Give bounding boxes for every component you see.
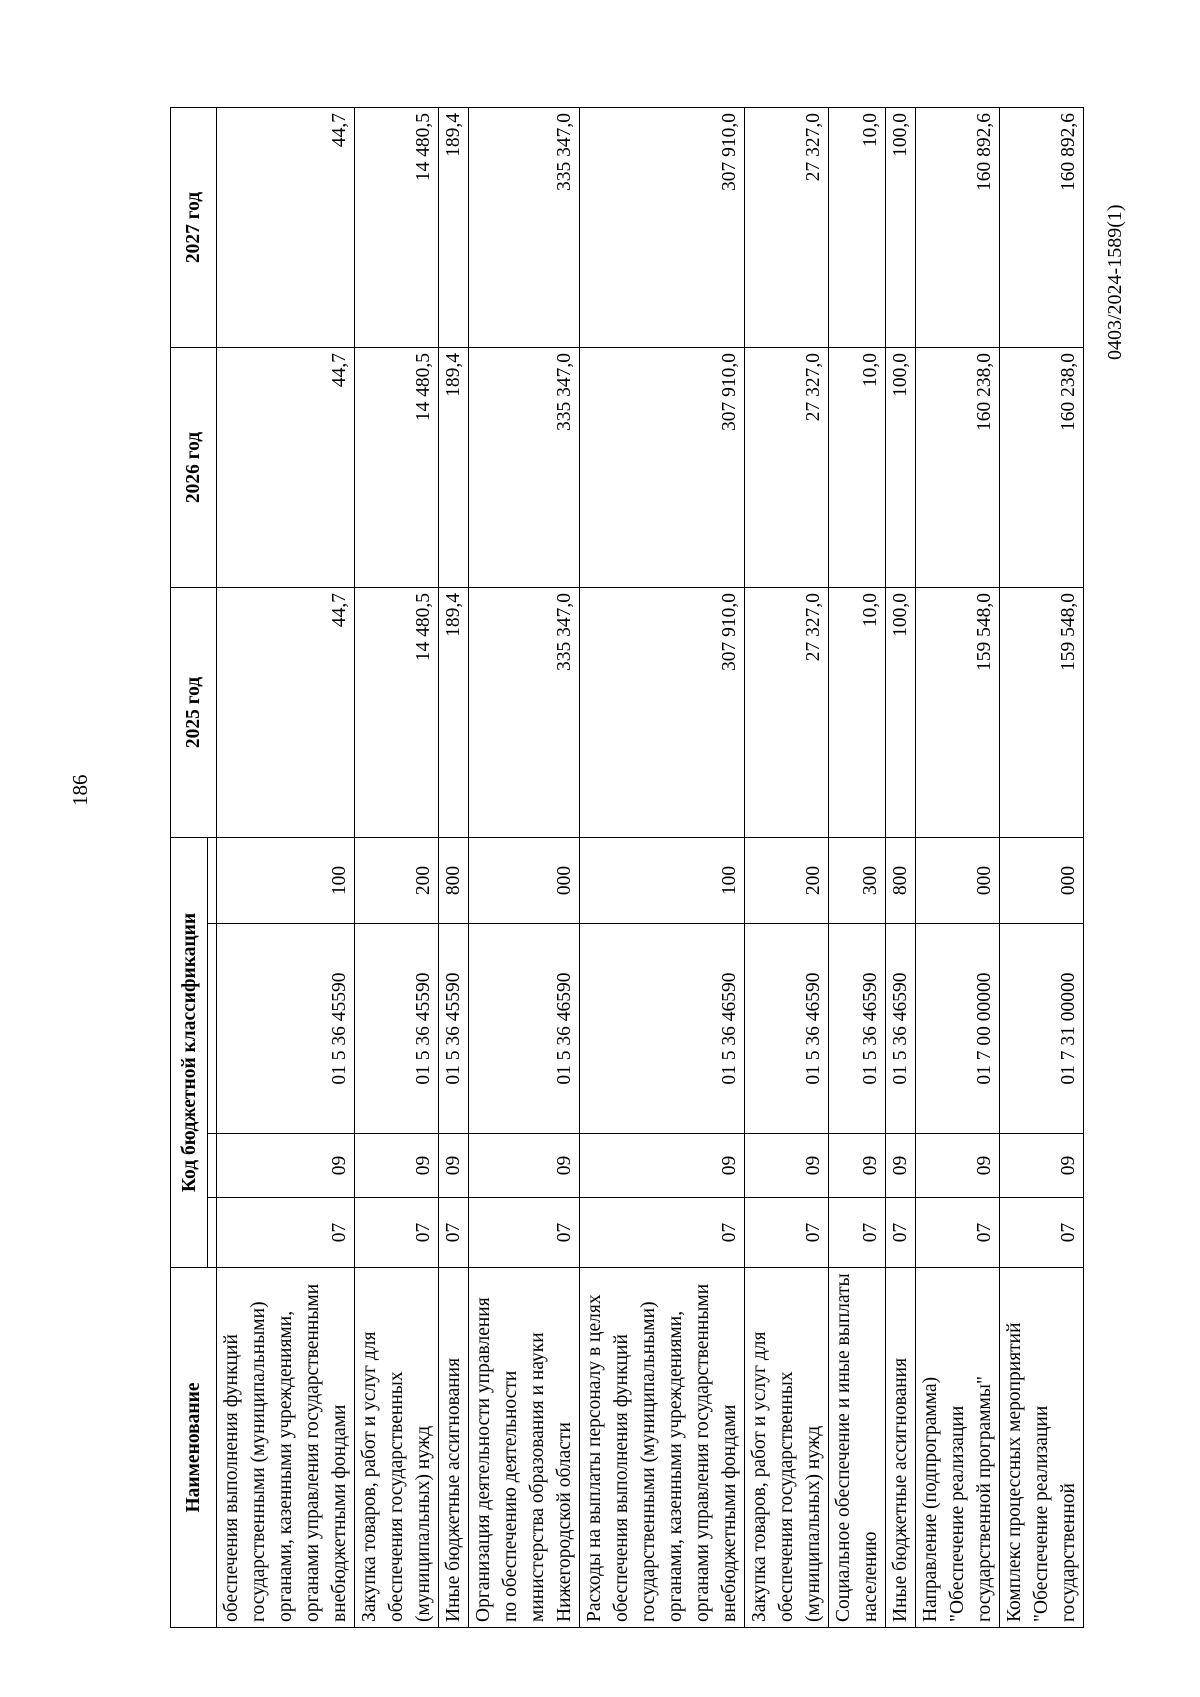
row-name: обеспечения выполнения функций государственными (муниципальными) органами, казенными учреждениями, органами управления государственными внебюджетными фондами — [217, 1268, 355, 1628]
row-code-section: 07 — [355, 1198, 439, 1268]
row-value-2026: 160 238,0 — [1000, 348, 1084, 588]
document-code: 0403/2024-1589(1) — [1104, 204, 1126, 360]
budget-table-rotated — [170, 108, 1080, 1628]
row-code-expense-type: 000 — [1000, 838, 1084, 924]
row-name: Комплекс процессных мероприятий "Обеспечение реализации государственной — [1000, 1268, 1084, 1628]
row-code-subsection: 09 — [580, 1134, 745, 1198]
row-code-subsection: 09 — [829, 1134, 886, 1198]
row-name: Закупка товаров, работ и услуг для обеспечения государственных (муниципальных) нужд — [355, 1268, 439, 1628]
row-value-2025: 335 347,0 — [469, 588, 580, 838]
row-code-expense-type: 100 — [217, 838, 355, 924]
row-code-section: 07 — [217, 1198, 355, 1268]
row-name: Закупка товаров, работ и услуг для обеспечения государственных (муниципальных) нужд — [745, 1268, 829, 1628]
table-row — [1000, 108, 1084, 1628]
row-code-expense-type: 800 — [886, 838, 916, 924]
row-code-section: 07 — [829, 1198, 886, 1268]
row-code-subsection: 09 — [886, 1134, 916, 1198]
table-row — [916, 108, 1000, 1628]
row-value-2025: 159 548,0 — [1000, 588, 1084, 838]
row-value-2026: 44,7 — [217, 348, 355, 588]
row-value-2025: 14 480,5 — [355, 588, 439, 838]
table-row — [580, 108, 745, 1628]
row-code-section: 07 — [1000, 1198, 1084, 1268]
row-code-section: 07 — [439, 1198, 469, 1268]
row-code-expense-type: 800 — [439, 838, 469, 924]
row-value-2027: 335 347,0 — [469, 108, 580, 348]
row-name: Социальное обеспечение и иные выплаты населению — [829, 1268, 886, 1628]
row-value-2026: 335 347,0 — [469, 348, 580, 588]
row-code-section: 07 — [469, 1198, 580, 1268]
row-value-2027: 160 892,6 — [916, 108, 1000, 348]
row-code-target: 01 5 36 45590 — [355, 924, 439, 1134]
row-code-subsection: 09 — [217, 1134, 355, 1198]
row-value-2025: 189,4 — [439, 588, 469, 838]
row-code-target: 01 7 31 00000 — [1000, 924, 1084, 1134]
row-value-2027: 307 910,0 — [580, 108, 745, 348]
page-number: 186 — [68, 774, 92, 806]
row-code-section: 07 — [745, 1198, 829, 1268]
row-code-expense-type: 100 — [580, 838, 745, 924]
row-value-2026: 160 238,0 — [916, 348, 1000, 588]
row-value-2027: 14 480,5 — [355, 108, 439, 348]
table-row — [886, 108, 916, 1628]
row-code-subsection: 09 — [1000, 1134, 1084, 1198]
table-row — [469, 108, 580, 1628]
row-value-2026: 189,4 — [439, 348, 469, 588]
row-value-2025: 307 910,0 — [580, 588, 745, 838]
row-value-2027: 100,0 — [886, 108, 916, 348]
row-code-target: 01 5 36 46590 — [469, 924, 580, 1134]
row-code-target: 01 5 36 46590 — [886, 924, 916, 1134]
row-code-subsection: 09 — [355, 1134, 439, 1198]
header-code: Код бюджетной классификации — [171, 838, 208, 1268]
table-row — [355, 108, 439, 1628]
row-code-subsection: 09 — [439, 1134, 469, 1198]
table-row — [745, 108, 829, 1628]
row-code-section: 07 — [580, 1198, 745, 1268]
row-code-target: 01 5 36 46590 — [580, 924, 745, 1134]
row-name: Иные бюджетные ассигнования — [439, 1268, 469, 1628]
row-value-2025: 10,0 — [829, 588, 886, 838]
row-code-subsection: 09 — [745, 1134, 829, 1198]
row-code-section: 07 — [916, 1198, 1000, 1268]
table-row — [439, 108, 469, 1628]
row-name: Иные бюджетные ассигнования — [886, 1268, 916, 1628]
row-value-2027: 44,7 — [217, 108, 355, 348]
header-name: Наименование — [171, 1268, 217, 1628]
row-code-expense-type: 000 — [469, 838, 580, 924]
row-code-target: 01 5 36 45590 — [439, 924, 469, 1134]
table-row — [217, 108, 355, 1628]
row-value-2025: 44,7 — [217, 588, 355, 838]
row-code-section: 07 — [886, 1198, 916, 1268]
row-code-expense-type: 000 — [916, 838, 1000, 924]
row-code-expense-type: 200 — [355, 838, 439, 924]
row-value-2026: 27 327,0 — [745, 348, 829, 588]
header-2025: 2025 год — [171, 588, 217, 838]
header-row — [171, 108, 208, 1628]
row-value-2026: 14 480,5 — [355, 348, 439, 588]
row-value-2027: 27 327,0 — [745, 108, 829, 348]
row-value-2026: 100,0 — [886, 348, 916, 588]
row-code-expense-type: 300 — [829, 838, 886, 924]
row-value-2026: 307 910,0 — [580, 348, 745, 588]
row-value-2026: 10,0 — [829, 348, 886, 588]
table-row — [829, 108, 886, 1628]
row-name: Организация деятельности управления по обеспечению деятельности министерства образования и науки Нижегородской области — [469, 1268, 580, 1628]
row-code-target: 01 5 36 45590 — [217, 924, 355, 1134]
row-value-2027: 189,4 — [439, 108, 469, 348]
row-code-expense-type: 200 — [745, 838, 829, 924]
header-2027: 2027 год — [171, 108, 217, 348]
row-code-target: 01 5 36 46590 — [745, 924, 829, 1134]
header-2026: 2026 год — [171, 348, 217, 588]
row-name: Расходы на выплаты персоналу в целях обеспечения выполнения функций государственными (муниципальными) органами, казенными учреждениями, органами управления государственными внебюджетными фондами — [580, 1268, 745, 1628]
row-value-2025: 100,0 — [886, 588, 916, 838]
row-code-subsection: 09 — [469, 1134, 580, 1198]
row-name: Направление (подпрограмма) "Обеспечение реализации государственной программы" — [916, 1268, 1000, 1628]
row-value-2025: 27 327,0 — [745, 588, 829, 838]
budget-table — [170, 107, 1084, 1628]
row-value-2027: 160 892,6 — [1000, 108, 1084, 348]
row-value-2027: 10,0 — [829, 108, 886, 348]
row-code-subsection: 09 — [916, 1134, 1000, 1198]
row-code-target: 01 7 00 00000 — [916, 924, 1000, 1134]
row-value-2025: 159 548,0 — [916, 588, 1000, 838]
row-code-target: 01 5 36 46590 — [829, 924, 886, 1134]
